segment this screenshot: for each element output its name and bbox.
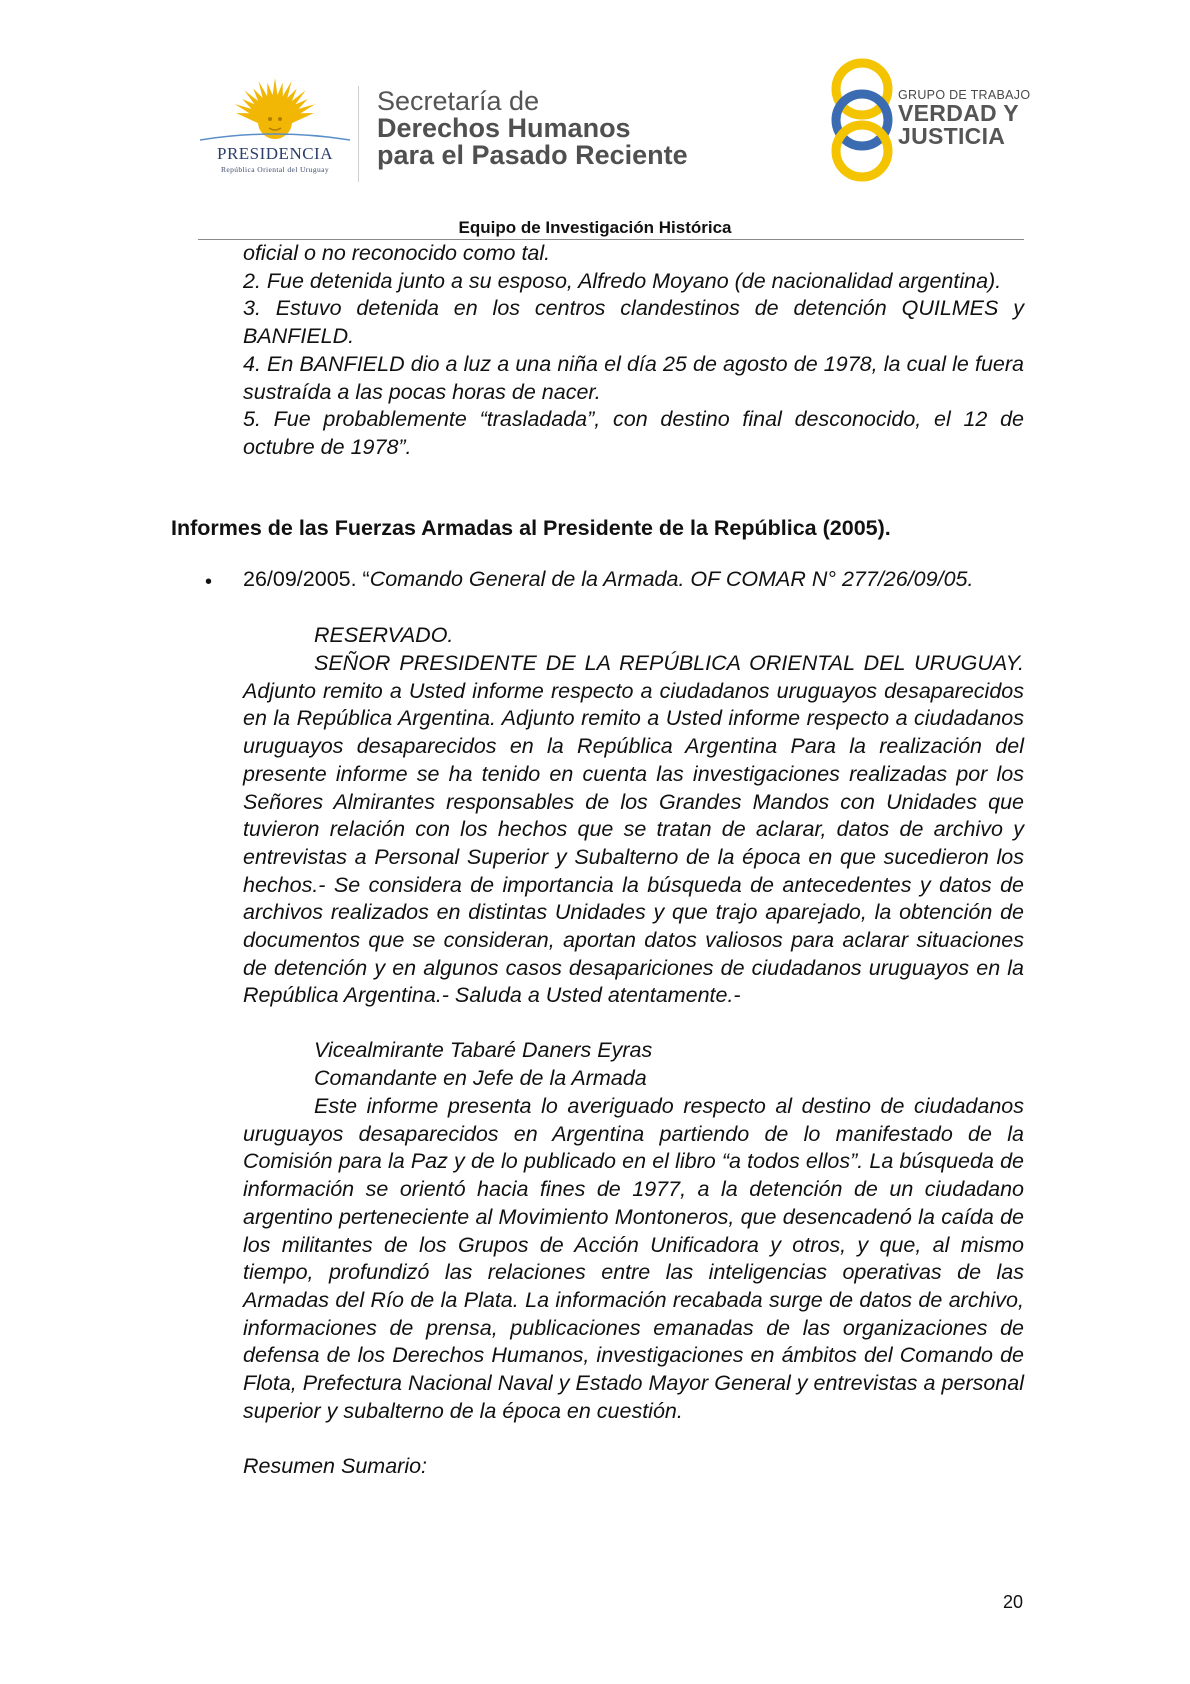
document-header	[0, 0, 1190, 250]
presidencia-subtitle: República Oriental del Uruguay	[220, 165, 329, 174]
report-text: Este informe presenta lo averiguado respecto al destino de ciudadanos uruguayos desaparecidos en Argentina partiendo de lo manifestado de la Comisión para la Paz y de lo publicado en el libro “a todos ellos”. La búsqueda de información se orientó hacia fines de 1977, a la detención de un ciudadano argentino perteneciente al Movimiento Montoneros, que desencadenó la caída de los militantes de los Grupos de Acción Unificadora y otros, y que, al mismo tiempo, profundizó las relaciones entre las inteligencias operativas de las Armadas del Río de la Plata. La información recabada surge de datos de archivo, informaciones de prensa, publicaciones emanadas de las organizaciones de defensa de los Derechos Humanos, investigaciones en ámbitos del Comando de Flota, Prefectura Nacional Naval y Estado Mayor General y entrevistas a personal superior y subalterno de la época en cuestión.	[243, 1094, 1024, 1423]
rings-icon	[822, 58, 902, 182]
gt-line3: JUSTICIA	[898, 123, 1006, 149]
reservado: RESERVADO.	[314, 623, 454, 647]
verdad-justicia-text	[898, 88, 1030, 148]
resumen-sumario: Resumen Sumario:	[243, 1454, 428, 1478]
header-divider	[358, 86, 359, 182]
signature-title: Comandante en Jefe de la Armada	[314, 1066, 647, 1090]
secretaria-line1: Secretaría de	[377, 86, 540, 116]
secretaria-line3: para el Pasado Reciente	[377, 140, 688, 170]
list-block: oficial o no reconocido como tal. 2. Fue detenida junto a su esposo, Alfredo Moyano (de nacionalidad argentina). 3. Estuvo detenida en los centros clandestinos de detención QUILMES y BANFIELD. 4. En BANFIELD dio a luz a una niña el día 25 de agosto de 1978, la cual le fuera sustraída a las pocas horas de nacer. 5. Fue probablemente “trasladada”, con destino final desconocido, el 12 de octubre de 1978”.	[243, 241, 1024, 459]
sun-emblem-icon	[196, 78, 354, 144]
secretaria-line2: Derechos Humanos	[377, 113, 631, 143]
gt-line1: GRUPO DE TRABAJO	[898, 88, 1031, 102]
section-heading: Informes de las Fuerzas Armadas al Presidente de la República (2005).	[171, 516, 891, 540]
letter-text: SEÑOR PRESIDENTE DE LA REPÚBLICA ORIENTAL DEL URUGUAY. Adjunto remito a Usted informe respecto a ciudadanos uruguayos desaparecidos en la República Argentina. Adjunto remito a Usted informe respecto a ciudadanos uruguayos desaparecidos en la República Argentina Para la realización del presente informe se ha tenido en cuenta las investigaciones realizadas por los Señores Almirantes responsables de los Grandes Mandos con Unidades que tuvieron relación con los hechos que se tratan de aclarar, datos de archivo y entrevistas a Personal Superior y Subalterno de la época en que sucedieron los hechos.- Se considera de importancia la búsqueda de antecedentes y datos de archivos realizados en distintas Unidades y que trajo aparejado, la obtención de documentos que se consideran, aportan datos valiosos para aclarar situaciones de detención y en algunos casos desapariciones de ciudadanos uruguayos en la República Argentina.- Saluda a Usted atentamente.-	[243, 651, 1024, 1008]
signature-name: Vicealmirante Tabaré Daners Eyras	[314, 1038, 653, 1062]
gt-line2: VERDAD Y	[898, 100, 1019, 126]
page-number: 20	[1003, 1592, 1024, 1612]
bullet-first-line	[243, 566, 1024, 594]
presidencia-logo	[196, 78, 354, 178]
bullet-date: 26/09/2005. “	[243, 567, 370, 591]
team-name: Equipo de Investigación Histórica	[458, 218, 732, 237]
secretaria-title	[377, 88, 688, 169]
presidencia-name: PRESIDENCIA	[216, 144, 333, 163]
bullet-symbol: •	[205, 571, 213, 593]
bullet-title: Comando General de la Armada. OF COMAR N° 277/26/09/05.	[369, 567, 974, 591]
